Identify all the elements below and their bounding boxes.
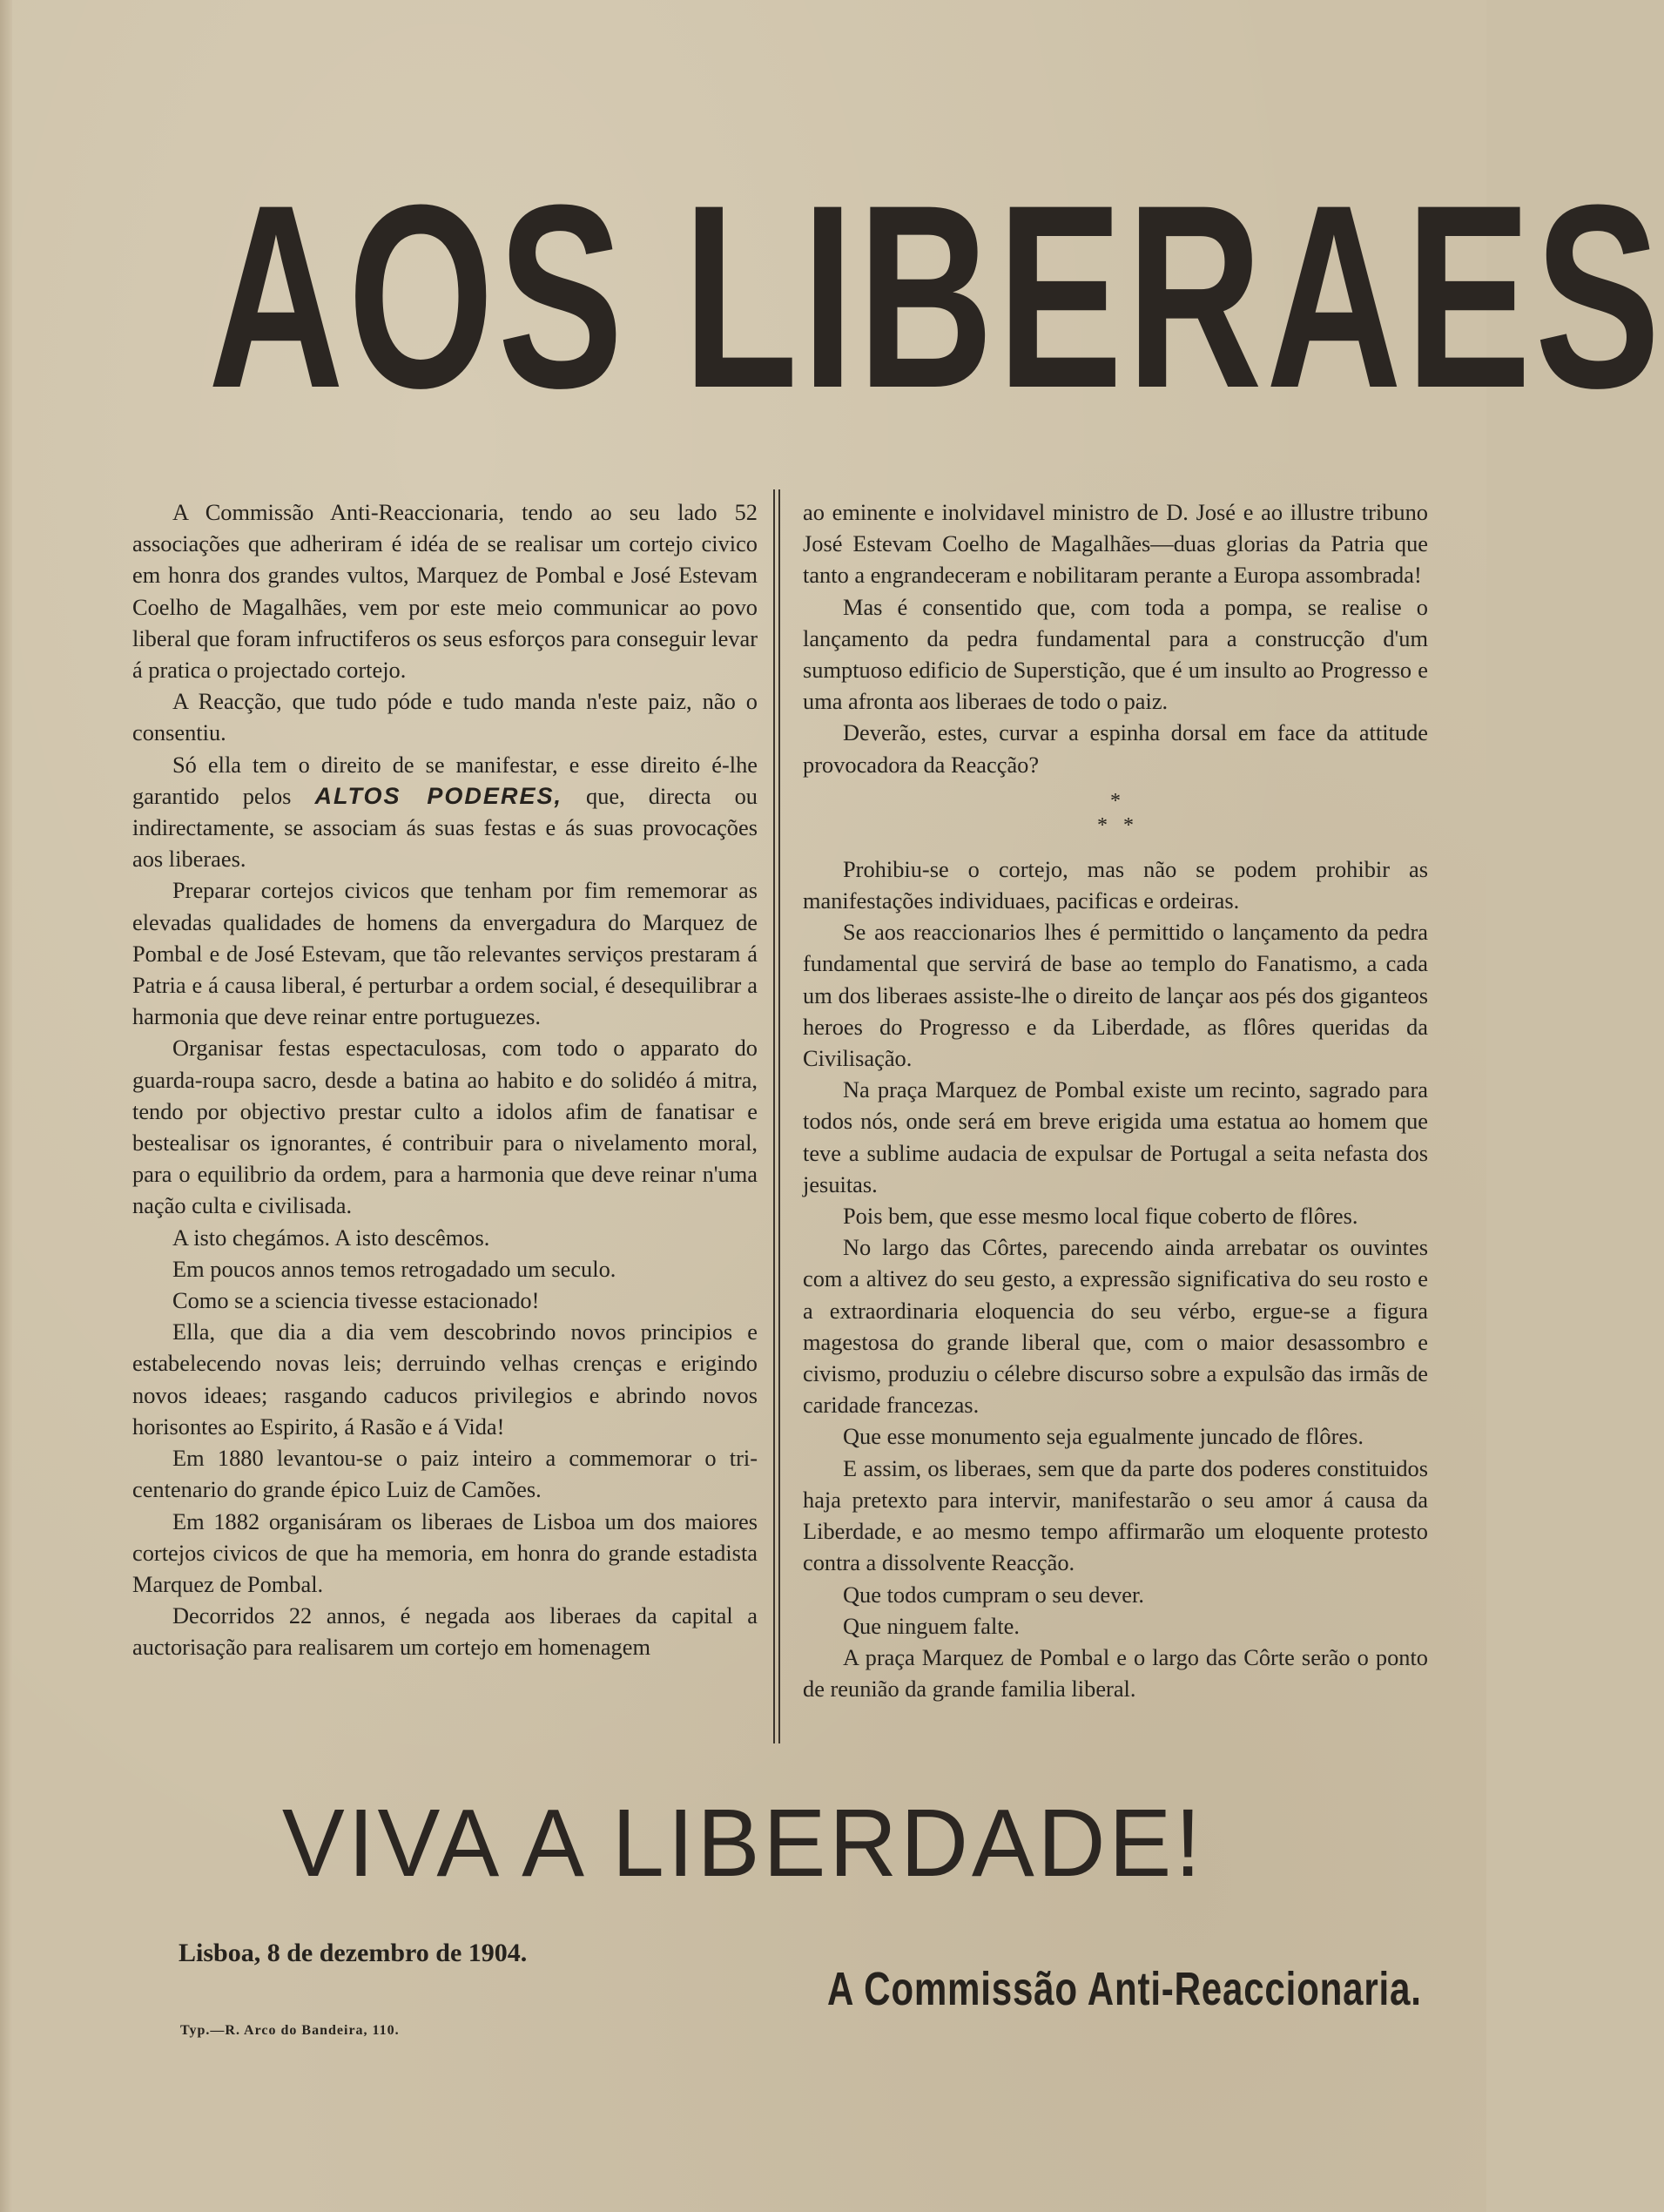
left-column [132,496,758,1663]
paragraph: Como se a sciencia tivesse estacionado! [172,1287,540,1314]
paragraph: Em 1880 levantou-se o paiz inteiro a commemorar o tri-centenario do grande épico Luiz de Camões. [132,1445,758,1503]
headline: AOS LIBERAES [207,150,1664,442]
paragraph: Preparar cortejos civicos que tenham por fim rememorar as elevadas qualidades de homens da envergadura do Marquez de Pombal e de José Estevam, que tão relevantes serviços prestaram á Patria e á causa liberal, é perturbar a ordem social, é desequilibrar a harmonia que deve reinar entre portuguezes. [132,877,758,1030]
paragraph: Que todos cumpram o seu dever. [843,1581,1144,1608]
paragraph: A isto chegámos. A isto descêmos. [172,1224,490,1251]
asterism-bottom: * * [1097,813,1134,837]
paragraph: No largo das Côrtes, parecendo ainda arrebatar os ouvintes com a altivez do seu gesto, a expressão significativa do seu rosto e a extraordinaria eloquencia do seu vérbo, ergue-se a figura magestosa do grande liberal que, com o maior desassombro e civismo, produziu o célebre discurso sobre a expulsão das irmãs de caridade francezas. [803,1234,1428,1419]
column-rule-left [773,489,775,1743]
paragraph: Organisar festas espectaculosas, com todo o apparato do guarda-roupa sacro, desde a batina ao habito e do solidéo á mitra, tendo por objectivo prestar culto a idolos afim de fanatisar e bestealisar os ignorantes, é contribuir para o nivelamento moral, para o equilibrio da ordem, para a harmonia que deve reinar n'uma nação culta e civilisada. [132,1035,758,1219]
column-rule-right [778,489,780,1743]
asterism-separator [803,789,1428,838]
paragraph: Pois bem, que esse mesmo local fique coberto de flôres. [843,1203,1358,1230]
paragraph: A praça Marquez de Pombal e o largo das Côrte serão o ponto de reunião da grande familia liberal. [803,1643,1428,1703]
body-columns [132,496,1428,1750]
altos-poderes-emphasis: ALTOS PODERES, [314,782,563,809]
paragraph: A Commissão Anti-Reaccionaria, tendo ao seu lado 52 associações que adheriram é idéa de se realisar um cortejo civico em honra dos grandes vultos, Marquez de Pombal e José Estevam Coelho de Magalhães, vem por este meio communicar ao povo liberal que foram infructiferos os seus esforços para conseguir levar á pratica o projectado cortejo. [132,499,758,684]
date-line: Lisboa, 8 de dezembro de 1904. [179,1939,528,1967]
paragraph: Mas é consentido que, com toda a pompa, se realise o lançamento da pedra fundamental para a construcção d'um sumptuoso edificio de Superstição, que é um insulto ao Progresso e uma afronta aos liberaes de todo o paiz. [803,593,1428,715]
paragraph: Que esse monumento seja egualmente juncado de flôres. [843,1423,1364,1450]
asterism-top: * [1110,789,1121,813]
paragraph: Que ninguem falte. [843,1612,1020,1639]
viva-liberdade-banner: VIVA A LIBERDADE! [281,1790,1205,1897]
paragraph: Em 1882 organisáram os liberaes de Lisboa um dos maiores cortejos civicos de que ha memoria, em honra do grande estadista Marquez de Pombal. [132,1507,758,1597]
paragraph: Ella, que dia a dia vem descobrindo novos principios e estabelecendo novas leis; derruindo velhas crenças e erigindo novos ideaes; rasgando caducos privilegios e abrindo novos horisontes ao Espirito, á Rasão e á Vida! [132,1318,758,1440]
paragraph: Na praça Marquez de Pombal existe um recinto, sagrado para todos nós, onde será em breve erigida uma estatua ao homem que teve a sublime audacia de expulsar de Portugal a seita nefasta dos jesuitas. [803,1076,1428,1197]
paragraph: Se aos reaccionarios lhes é permittido o lançamento da pedra fundamental que servirá de base ao templo do Fanatismo, a cada um dos liberaes assiste-lhe o direito de lançar aos pés dos giganteos heroes do Progresso e da Liberdade, as flôres queridas da Civilisação. [803,919,1428,1072]
signature: A Commissão Anti-Reaccionaria. [827,1963,1422,2015]
paragraph: ao eminente e inolvidavel ministro de D. José e ao illustre tribuno José Estevam Coelho de Magalhães—duas glorias da Patria que tanto a engrandeceram e nobilitaram perante a Europa assombrada! [803,499,1428,589]
paragraph: Prohibiu-se o cortejo, mas não se podem prohibir as manifestações individuaes, pacificas e ordeiras. [803,855,1428,914]
paragraph: Decorridos 22 annos, é negada aos liberaes da capital a auctorisação para realisarem um cortejo em homenagem [132,1602,758,1661]
paragraph: Deverão, estes, curvar a espinha dorsal em face da attitude provocadora da Reacção? [803,719,1428,778]
right-column [803,496,1428,1704]
text-run: que, directa ou indirectamente, se associam ás suas festas e ás suas provocações aos liberaes. [132,782,758,873]
paper-edge [0,0,12,2212]
paragraph: E assim, os liberaes, sem que da parte dos poderes constituidos haja pretexto para intervir, manifestarão o seu amor á causa da Liberdade, e ao mesmo tempo affirmarão um eloquente protesto contra a dissolvente Reacção. [803,1454,1428,1576]
paragraph: Em poucos annos temos retrogadado um seculo. [172,1255,616,1282]
printer-imprint: Typ.—R. Arco do Bandeira, 110. [180,2023,400,2038]
paragraph-altos-poderes [132,749,758,875]
text-run: Só ella tem o direito de se manifestar, e esse direito é-lhe garantido pelos [132,751,758,809]
paragraph: A Reacção, que tudo póde e tudo manda n'este paiz, não o consentiu. [132,688,758,746]
